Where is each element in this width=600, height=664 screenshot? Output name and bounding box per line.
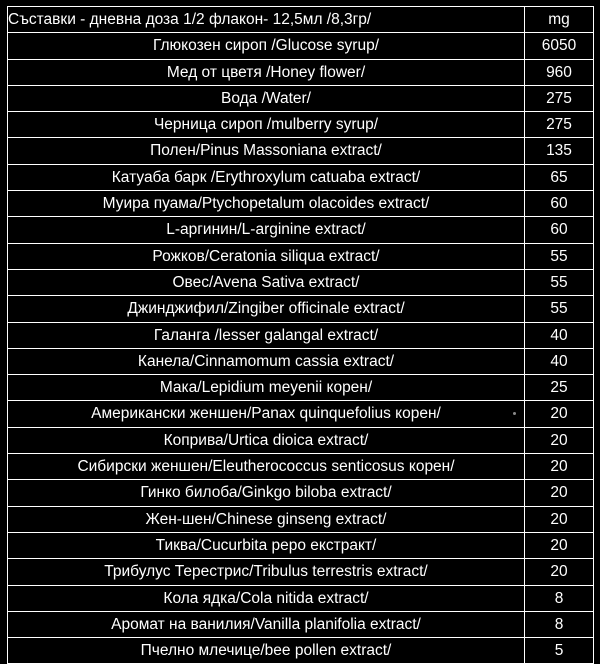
ingredient-amount: 20 (525, 454, 594, 480)
ingredient-amount: 275 (525, 112, 594, 138)
table-row (8, 585, 594, 611)
ingredient-name: Полен/Pinus Massoniana extract/ (8, 138, 525, 164)
table-row (8, 401, 594, 427)
ingredient-amount: 8 (525, 611, 594, 637)
ingredient-amount: 55 (525, 296, 594, 322)
ingredient-name: Черница сироп /mulberry syrup/ (8, 112, 525, 138)
ingredient-amount: 20 (525, 427, 594, 453)
table-row (8, 112, 594, 138)
ingredient-amount: 20 (525, 480, 594, 506)
ingredient-name: Кола ядка/Cola nitida extract/ (8, 585, 525, 611)
ingredient-name: Трибулус Терестрис/Tribulus terrestris extract/ (8, 559, 525, 585)
ingredient-name: Тиква/Cucurbita pepo екстракт/ (8, 532, 525, 558)
table-row (8, 164, 594, 190)
column-header-ingredients: Съставки - дневна доза 1/2 флакон- 12,5мл /8,3гр/ (8, 7, 525, 33)
table-row (8, 375, 594, 401)
column-header-amount: mg (525, 7, 594, 33)
table-body (8, 33, 594, 664)
table-row (8, 85, 594, 111)
ingredient-amount: 20 (525, 559, 594, 585)
ingredient-name: Вода /Water/ (8, 85, 525, 111)
table-header (8, 7, 594, 33)
ingredient-amount: 60 (525, 217, 594, 243)
table-row (8, 559, 594, 585)
ingredient-amount: 40 (525, 322, 594, 348)
ingredient-amount: 20 (525, 532, 594, 558)
ingredient-name: Гинко билоба/Ginkgo biloba extract/ (8, 480, 525, 506)
ingredient-name: Катуаба барк /Erythroxylum catuaba extract/ (8, 164, 525, 190)
table-row (8, 296, 594, 322)
table-row (8, 532, 594, 558)
table-row (8, 59, 594, 85)
table-row (8, 348, 594, 374)
ingredient-name: Аромат на ванилия/Vanilla planifolia extract/ (8, 611, 525, 637)
table-row (8, 638, 594, 664)
ingredient-amount: 6050 (525, 33, 594, 59)
ingredient-name: L-аргинин/L-arginine extract/ (8, 217, 525, 243)
ingredient-name: Овес/Avena Sativa extract/ (8, 269, 525, 295)
ingredient-amount: 5 (525, 638, 594, 664)
ingredient-name: Канела/Cinnamomum cassia extract/ (8, 348, 525, 374)
ingredient-amount: 60 (525, 191, 594, 217)
ingredient-name: Глюкозен сироп /Glucose syrup/ (8, 33, 525, 59)
table-row (8, 611, 594, 637)
ingredient-amount: 20 (525, 506, 594, 532)
ingredient-amount: 25 (525, 375, 594, 401)
table-row (8, 243, 594, 269)
table-row (8, 269, 594, 295)
table-row (8, 217, 594, 243)
table-row (8, 138, 594, 164)
ingredient-name: Мака/Lepidium meyenii корен/ (8, 375, 525, 401)
ingredient-amount: 960 (525, 59, 594, 85)
ingredient-amount: 40 (525, 348, 594, 374)
table-row (8, 506, 594, 532)
ingredient-name: Пчелно млечице/bee pollen extract/ (8, 638, 525, 664)
table-row (8, 33, 594, 59)
ingredient-name: Галанга /lesser galangal extract/ (8, 322, 525, 348)
ingredient-amount: 65 (525, 164, 594, 190)
ingredient-name: Коприва/Urtica dioica extract/ (8, 427, 525, 453)
ingredient-amount: 55 (525, 269, 594, 295)
table-row (8, 191, 594, 217)
ingredient-name: Джинджифил/Zingiber officinale extract/ (8, 296, 525, 322)
ingredient-amount: 8 (525, 585, 594, 611)
ingredient-name: Американски женшен/Panax quinquefolius корен/ (8, 401, 525, 427)
ingredient-amount: 135 (525, 138, 594, 164)
table-header-row (8, 7, 594, 33)
ingredients-table (7, 6, 594, 664)
ingredient-name: Мед от цветя /Honey flower/ (8, 59, 525, 85)
ingredient-amount: 20 (525, 401, 594, 427)
table-row (8, 322, 594, 348)
ingredient-name: Рожков/Ceratonia siliqua extract/ (8, 243, 525, 269)
table-row (8, 454, 594, 480)
ingredient-name: Сибирски женшен/Eleutherococcus senticosus корен/ (8, 454, 525, 480)
ingredient-name: Жен-шен/Chinese ginseng extract/ (8, 506, 525, 532)
ingredient-name: Муира пуама/Ptychopetalum olacoides extract/ (8, 191, 525, 217)
table-row (8, 427, 594, 453)
table-row (8, 480, 594, 506)
ingredient-amount: 55 (525, 243, 594, 269)
ingredient-amount: 275 (525, 85, 594, 111)
